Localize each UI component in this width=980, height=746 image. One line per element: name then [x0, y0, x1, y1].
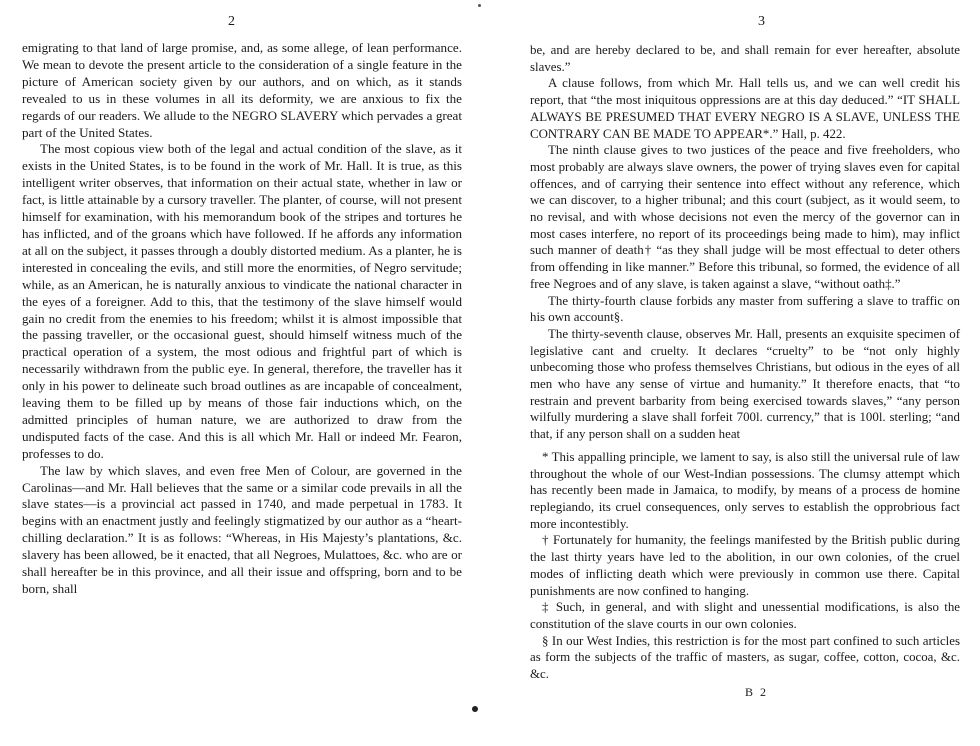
binding-dot — [472, 706, 478, 712]
footnote: § In our West Indies, this restriction is for the most part confined to such articles as form the subjects of the traffic of masters, as sugar, coffee, cotton, cocoa, &c. &c. — [530, 633, 960, 682]
paragraph: be, and are hereby declared to be, and shall remain for ever hereafter, absolute slaves.” — [530, 43, 960, 74]
signature-mark: B 2 — [745, 684, 769, 699]
page-body — [530, 42, 960, 700]
paragraph: emigrating to that land of large promise, and, as some allege, of lean performance. We mean to devote the present article to the consideration of a single feature in the picture of American society given by our authors, and on which, as it stands revealed to us in these volumes in all its deformity, we are anxious to fix the regards of our readers. We allude to the NEGRO SLAVERY which pervades a great part of the United States. — [22, 40, 462, 140]
paragraph: The most copious view both of the legal and actual condition of the slave, as it exists in the United States, is to be found in the work of Mr. Hall. It is true, as this intelligent writer observes, that information on their actual state, whether in law or fact, is little attainable by a cursory traveller. The planter, of course, will not present himself for examination, with his memorandum book of the stripes and tortures he has inflicted, and of the groans which have followed. If he affords any information at all on the subject, it passes through a doubly distorted medium. As a planter, he is interested in concealing the evils, and still more the enormities, of Negro servitude; while, as an American, he is naturally anxious to vindicate the national character in the eyes of a foreigner. Add to this, that the testimony of the slave himself would gain no credit from the enemies to his freedom; whilst it is almost impossible that the passing traveller, or the occasional guest, should himself witness much of the practical operation of a system, the most odious and frightful part of which is necessarily withdrawn from the public eye. In general, therefore, the traveller has it only in his power to delineate such broad outlines as are incapable of concealment, leaving them to be filled up by means of those fair inductions which, on the admitted principles of human nature, we are authorized to draw from the undisputed facts of the case. And this is all which Mr. Hall or indeed Mr. Fearon, professes to do. — [22, 141, 462, 461]
page-body — [22, 40, 462, 598]
footnotes — [530, 449, 960, 683]
page-number: 3 — [758, 14, 765, 29]
page-number: 2 — [228, 14, 235, 29]
margin-mark — [478, 4, 481, 7]
paragraph: The thirty-fourth clause forbids any master from suffering a slave to traffic on his own account§. — [530, 293, 960, 325]
footnote: * This appalling principle, we lament to say, is also still the universal rule of law throughout the whole of our West-Indian possessions. The clumsy attempt which has recently been made in Jamaica, to modify, by means of a process de homine replegiando, its cruel consequences, only serves to establish the opprobrious fact more incontestibly. — [530, 449, 960, 531]
footnote: † Fortunately for humanity, the feelings manifested by the British public during the last thirty years have led to the abolition, in our own colonies, of the cruel modes of inflicting death which were previously in common use there. Capital punishments are now confined to hanging. — [530, 533, 960, 598]
paragraph: The law by which slaves, and even free Men of Colour, are governed in the Carolinas—and Mr. Hall believes that the same or a similar code prevails in all the slave states—is a provincial act passed in 1740, and made perpetual in 1783. It begins with an enactment justly and feelingly stigmatized by our author as a “heart-chilling declaration.” It is as follows: “Whereas, in His Majesty’s plantations, &c. slavery has been allowed, be it enacted, that all Negroes, Mulattoes, &c. who are or shall hereafter be in this province, and all their issue and offspring, born and to be born, shall — [22, 462, 462, 596]
paragraph: A clause follows, from which Mr. Hall tells us, and we can well credit his report, that “the most iniquitous oppressions are at this day deduced.” “IT SHALL ALWAYS BE PRESUMED THAT EVERY NEGRO IS A SLAVE, UNLESS THE CONTRARY CAN BE MADE TO APPEAR*.” Hall, p. 422. — [530, 76, 960, 141]
paragraph: The ninth clause gives to two justices of the peace and five freeholders, who most probably are always slave owners, the power of trying slaves even for capital offences, and of carrying their sentence into effect without any reference, which we can discover, to a higher tribunal; and this court (subject, as it would seem, to no revisal, and with whose decisions not even the mercy of the governor can in most cases interfere, no report of its proceedings being made to him), may inflict such manner of death† “as they shall judge will be most effectual to deter others from offending in like manner.” Before this tribunal, so formed, the evidence of all free Negroes and of any slave, is taken against a slave, “without oath‡.” — [530, 143, 960, 291]
paragraph: The thirty-seventh clause, observes Mr. Hall, presents an exquisite specimen of legislative cant and cruelty. It declares “cruelty” to be “not only highly unbecoming those who profess themselves Christians, but odious in the eyes of all men who have any sense of virtue and humanity.” It therefore enacts, that “to restrain and prevent barbarity from being exercised towards slaves,” “any person wilfully murdering a slave shall forfeit 700l. currency,” that is 100l. sterling; “and that, if any person shall on a sudden heat — [530, 326, 960, 442]
footnote: ‡ Such, in general, and with slight and unessential modifications, is also the constitution of the slave courts in our own colonies. — [530, 600, 960, 631]
